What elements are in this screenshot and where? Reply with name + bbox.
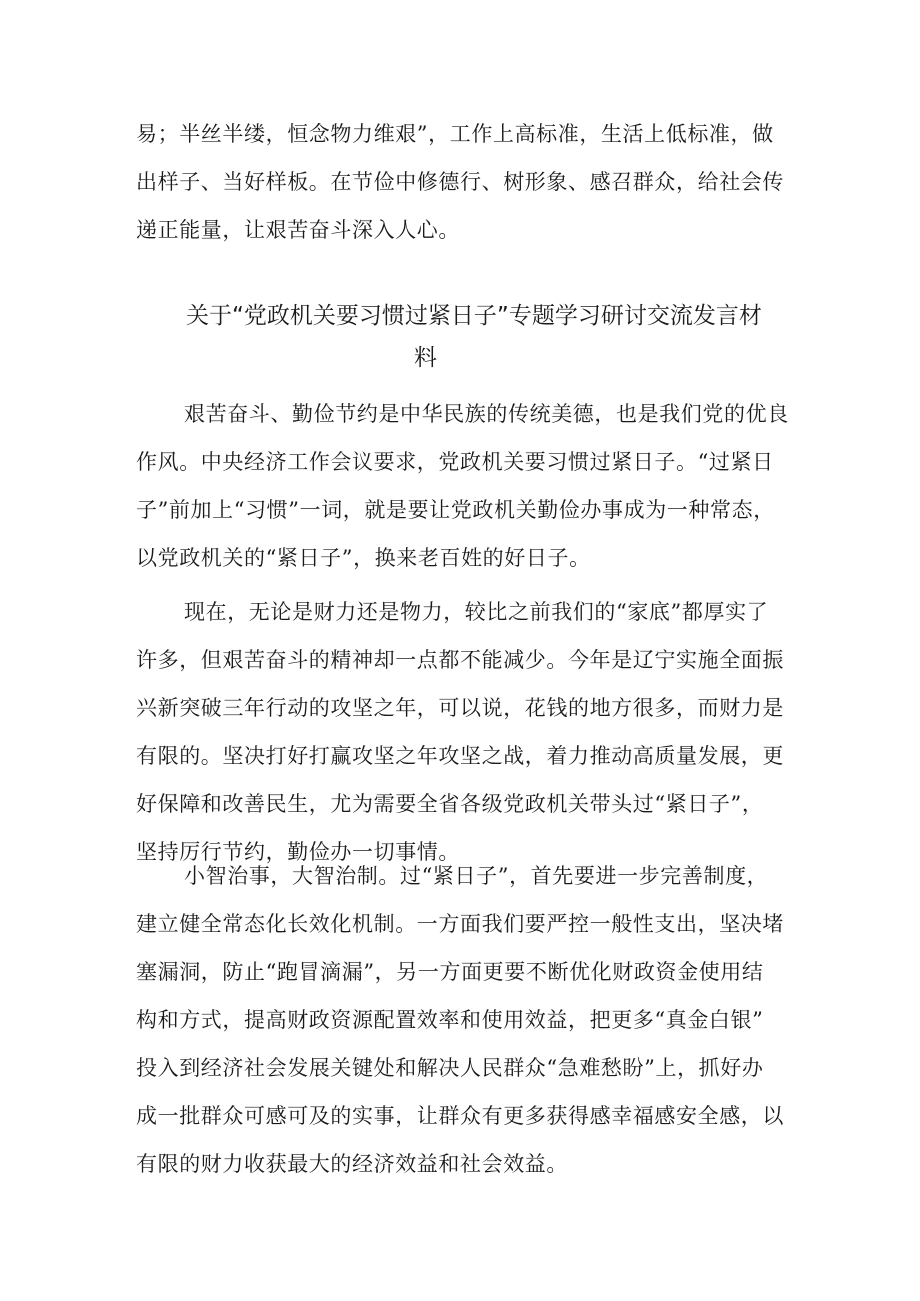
intro-paragraph [136, 118, 786, 246]
text-line: 兴新突破三年行动的攻坚之年，可以说，花钱的地方很多，而财力是 [136, 696, 784, 720]
text-line: 出样子、当好样板。在节俭中修德行、树形象、感召群众，给社会传 [136, 170, 784, 194]
text-line: 许多，但艰苦奋斗的精神却一点都不能减少。今年是辽宁实施全面振 [136, 648, 784, 672]
text-line: 建立健全常态化长效化机制。一方面我们要严控一般性支出，坚决堵 [136, 912, 784, 936]
text-line: 投入到经济社会发展关键处和解决人民群众“急难愁盼”上，抓好办 [136, 1056, 764, 1080]
text-line: 递正能量，让艰苦奋斗深入人心。 [136, 218, 460, 242]
text-line: 有限的财力收获最大的经济效益和社会效益。 [136, 1152, 568, 1176]
article-paragraph [136, 860, 786, 1180]
article-paragraph [136, 398, 789, 574]
text-line: 现在，无论是财力还是物力，较比之前我们的“家底”都厚实了 [184, 600, 769, 624]
article-paragraph [136, 596, 786, 868]
text-line: 易；半丝半缕，恒念物力维艰”，工作上高标准，生活上低标准，做 [136, 122, 774, 146]
text-line: 好保障和改善民生，尤为需要全省各级党政机关带头过“紧日子”， [136, 792, 764, 816]
text-line: 有限的。坚决打好打赢攻坚之年攻坚之战，着力推动高质量发展，更 [136, 744, 784, 768]
title-line: 料 [414, 345, 437, 371]
text-line: 成一批群众可感可及的实事，让群众有更多获得感幸福感安全感，以 [136, 1104, 784, 1128]
text-line: 坚持厉行节约，勤俭办一切事情。 [136, 840, 460, 864]
text-line: 以党政机关的“紧日子”，换来老百姓的好日子。 [136, 546, 591, 570]
text-line: 构和方式，提高财政资源配置效率和使用效益，把更多“真金白银” [136, 1008, 764, 1032]
text-line: 小智治事，大智治制。过“紧日子”，首先要进一步完善制度， [184, 864, 769, 888]
text-line: 艰苦奋斗、勤俭节约是中华民族的传统美德，也是我们党的优良 [184, 402, 789, 426]
text-line: 子”前加上“习惯”一词，就是要让党政机关勤俭办事成为一种常态， [136, 498, 775, 522]
text-line: 作风。中央经济工作会议要求，党政机关要习惯过紧日子。“过紧日 [136, 450, 774, 474]
title-line: 关于“党政机关要习惯过紧日子”专题学习研讨交流发言材 [186, 303, 762, 329]
text-line: 塞漏洞，防止“跑冒滴漏”，另一方面更要不断优化财政资金使用结 [136, 960, 764, 984]
